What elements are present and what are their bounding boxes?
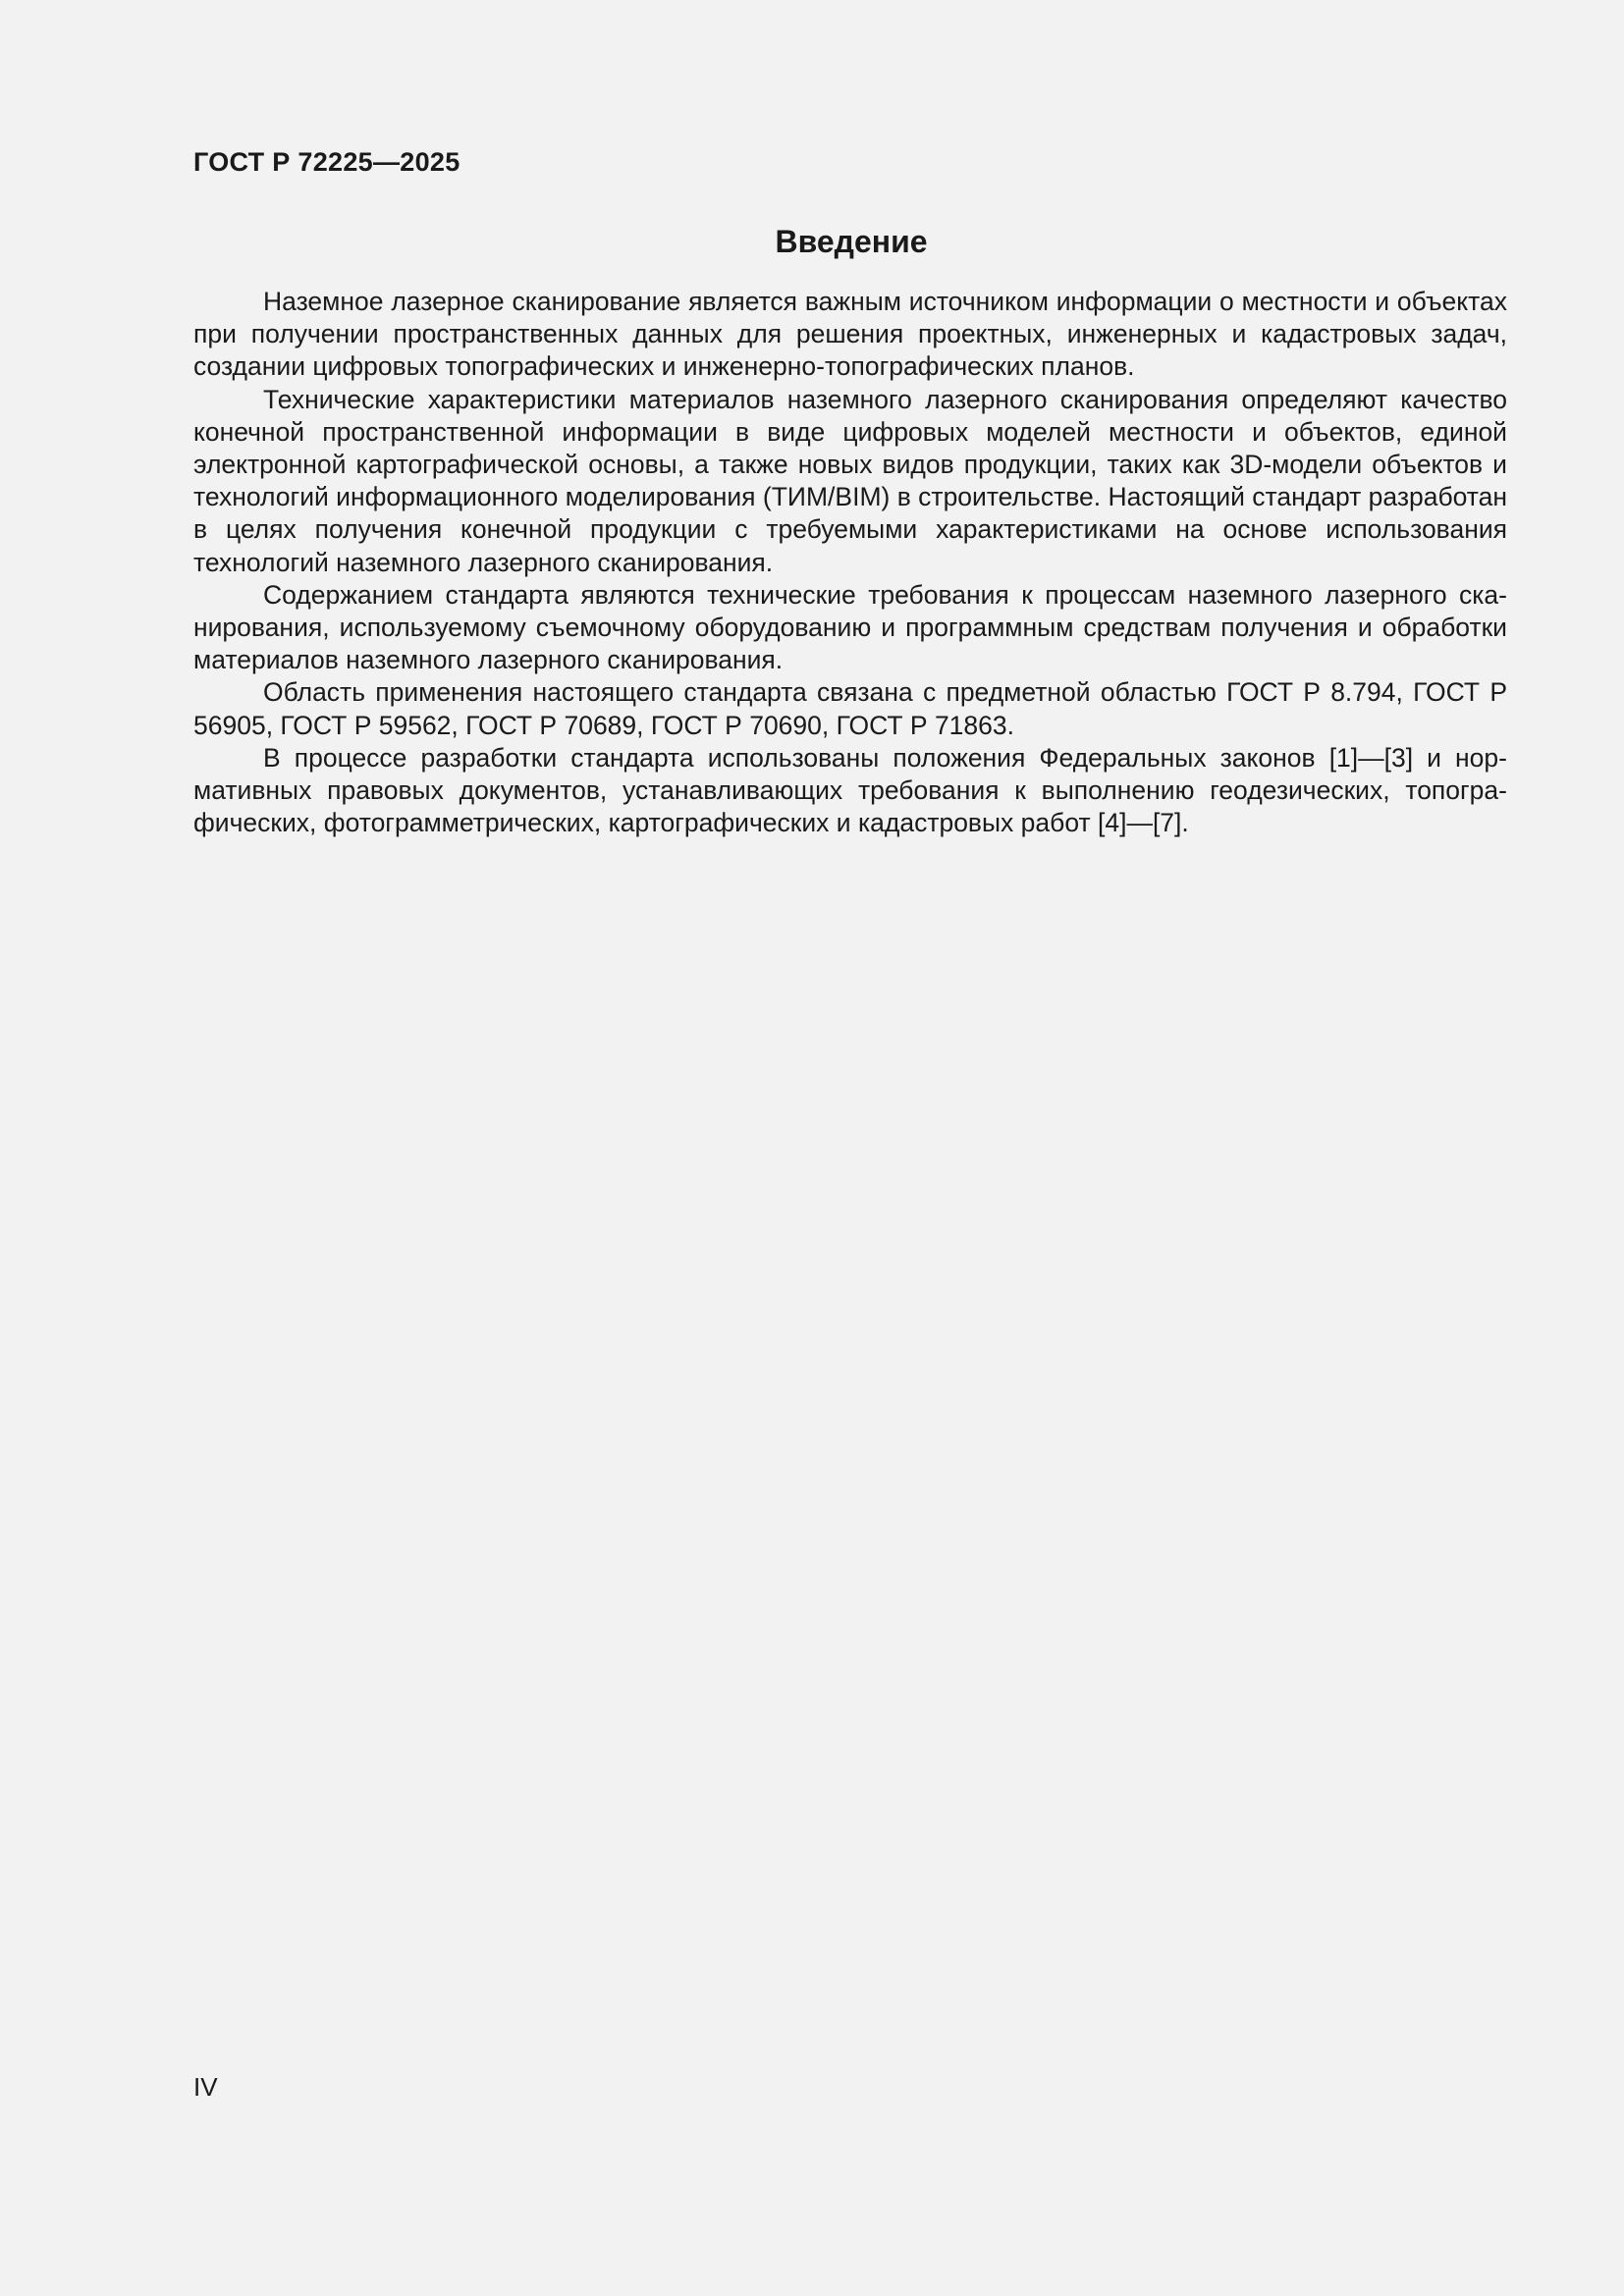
paragraph: В процессе разработки стандарта использованы положения Федеральных законов [1]—[3] и нормативных правовых документов, устанавливающих требования к выполнению геодезических, топографических, фотограмметрических, картографических и кадастровых работ [4]—[7].	[193, 742, 1507, 838]
document-header: ГОСТ Р 72225—2025	[193, 147, 460, 177]
page-number: IV	[193, 2072, 218, 2102]
section-title: Введение	[775, 224, 928, 259]
paragraph: Область применения настоящего стандарта связана с предметной областью ГОСТ Р 8.794, ГОСТ Р 56905, ГОСТ Р 59562, ГОСТ Р 70689, ГОСТ Р 70690, ГОСТ Р 71863.	[193, 677, 1507, 740]
paragraph: Содержанием стандарта являются технические требования к процессам наземного лазерного сканирования, используемому съемочному оборудованию и программным средствам получения и обработки материалов наземного лазерного сканирования.	[193, 579, 1507, 675]
paragraph: Технические характеристики материалов наземного лазерного сканирования определяют качество конечной пространственной информации в виде цифровых моделей местности и объектов, единой электронной картографической основы, а также новых видов продукции, таких как 3D-модели объектов и технологий информационного моделирования (ТИМ/BIM) в строительстве. Настоящий стандарт разработан в целях получения конечной продукции с требуемыми характеристиками на основе использования технологий наземного лазерного сканирования.	[193, 384, 1507, 577]
paragraph: Наземное лазерное сканирование является важным источником информации о местности и объектах при получении пространственных данных для решения проектных, инженерных и кадастровых задач, создании цифровых топографических и инженерно-топографических планов.	[193, 287, 1507, 382]
section-body	[193, 286, 1507, 839]
